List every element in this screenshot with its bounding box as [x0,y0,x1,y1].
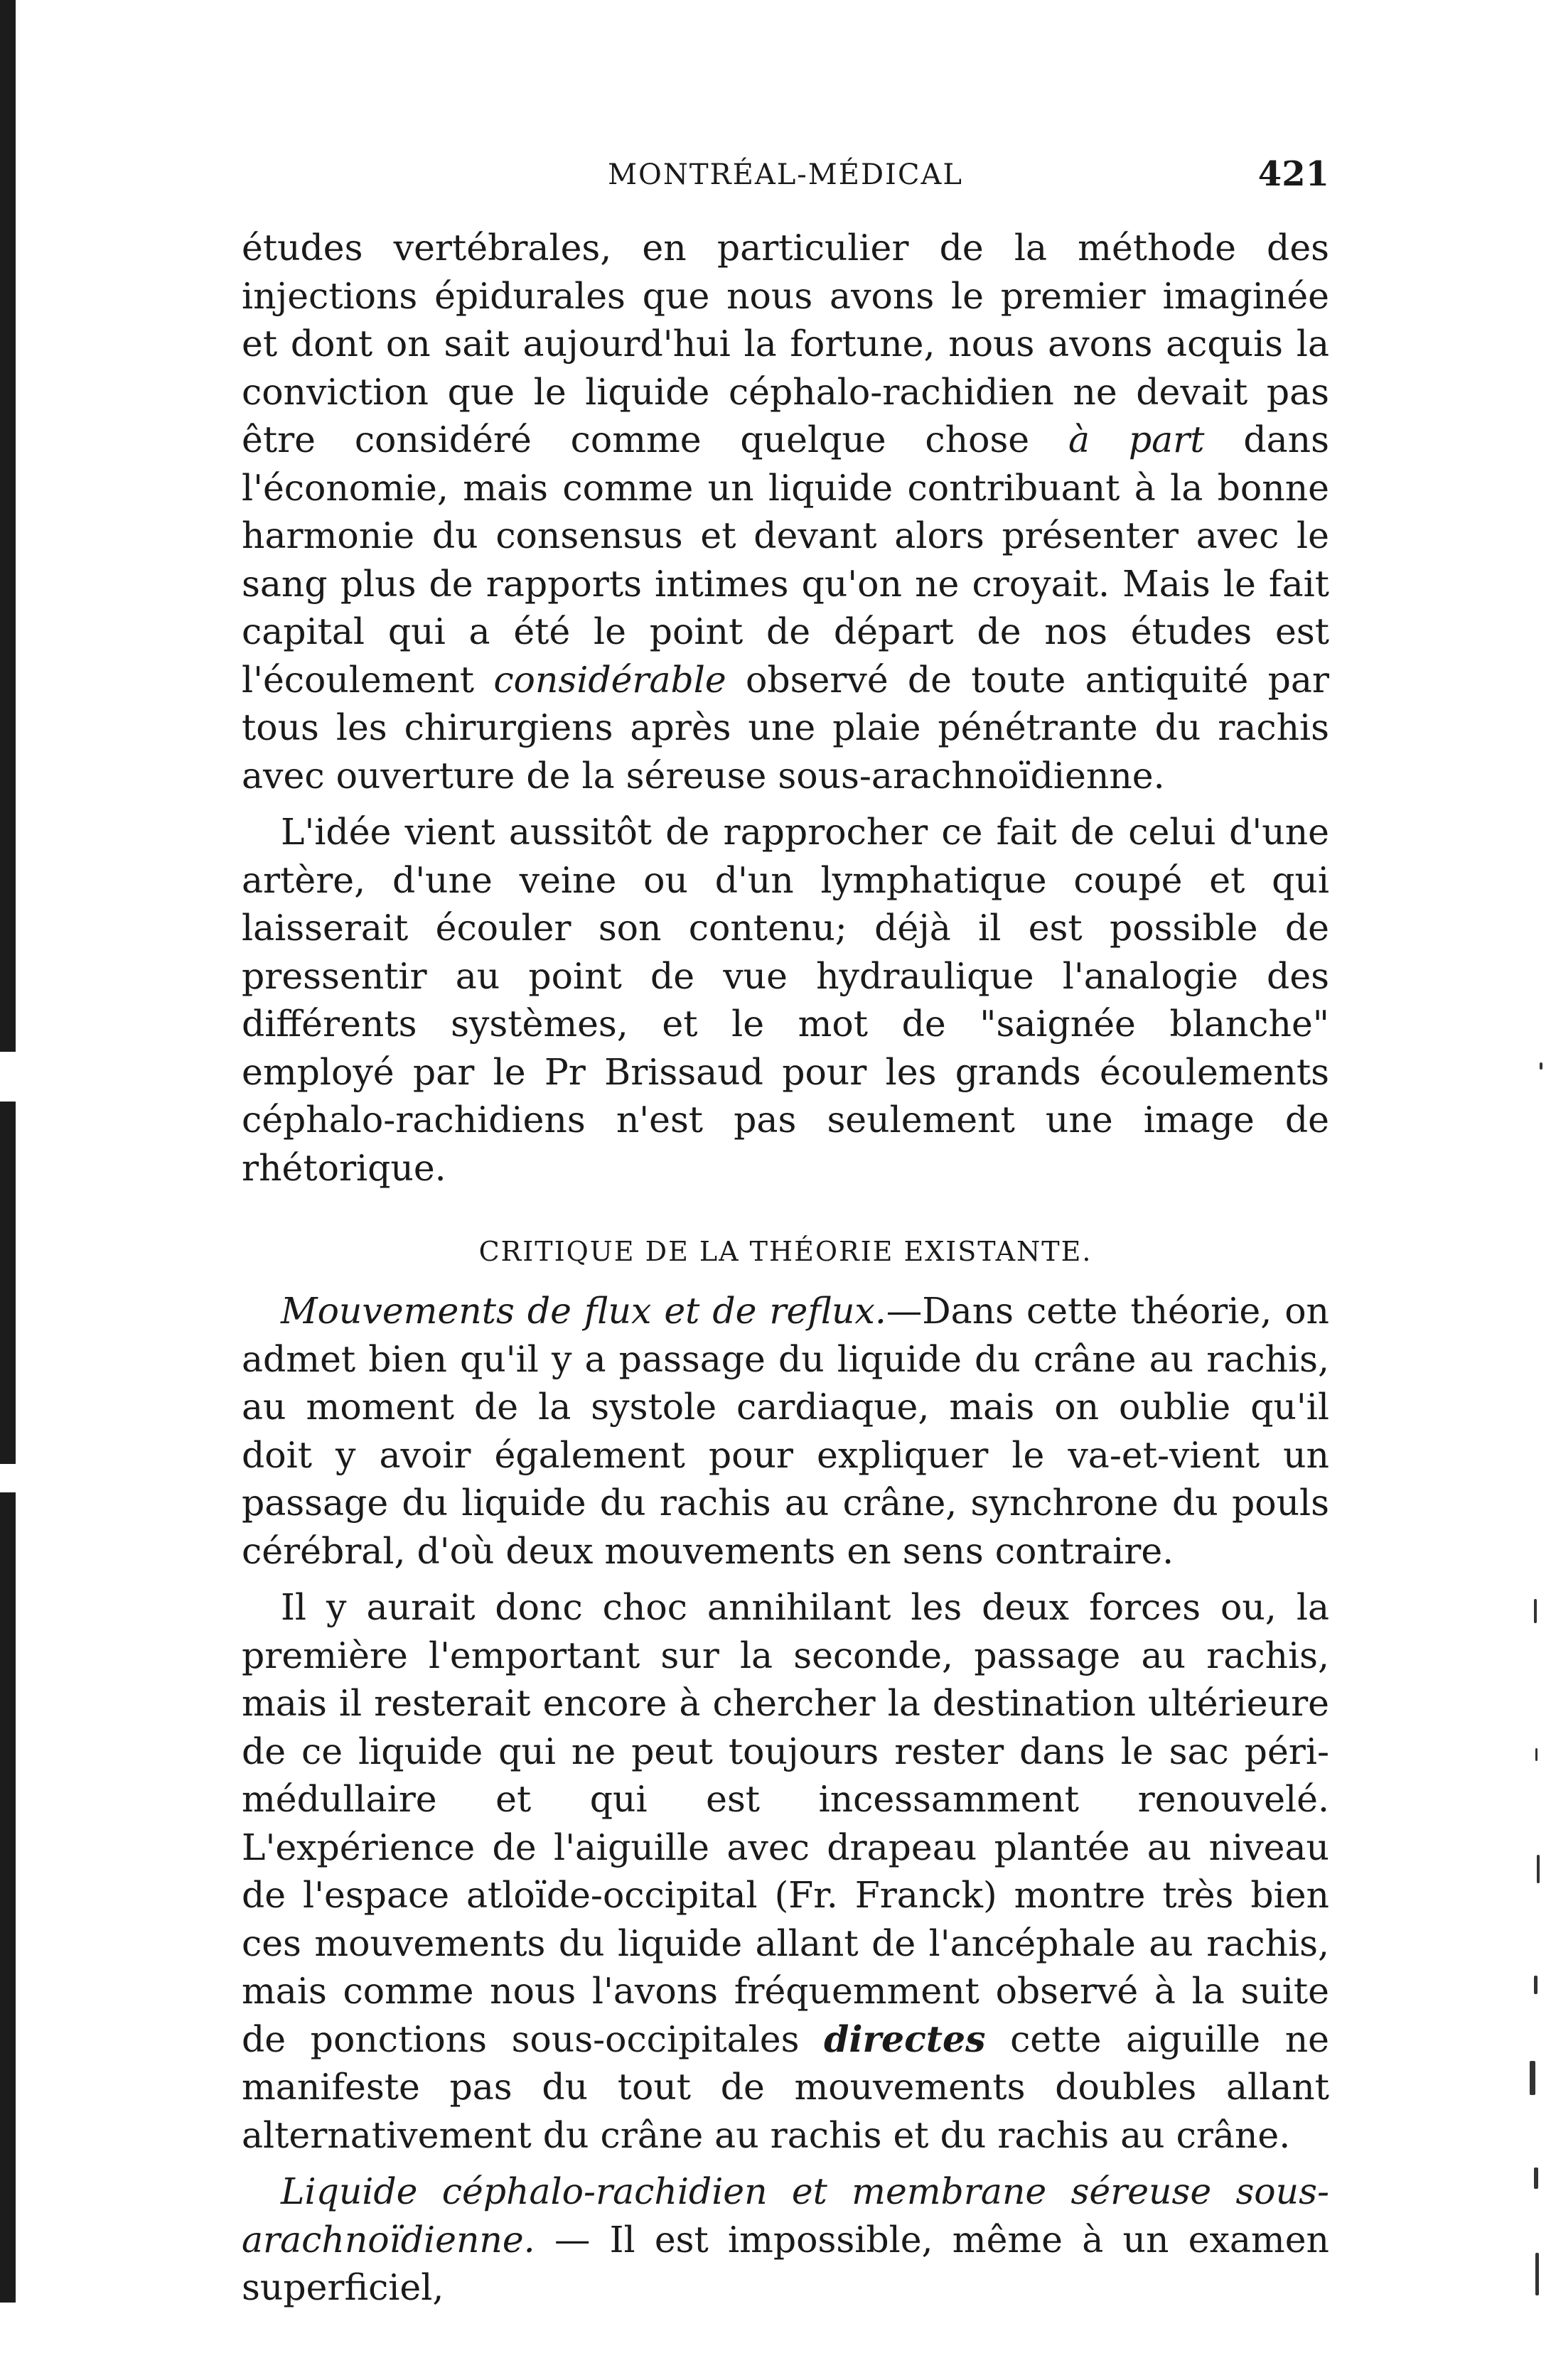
paragraph-5 [242,2168,1329,2312]
page-number: 421 [1257,154,1329,194]
paragraph-3-text: —Dans cette théorie, on admet bien qu'il y a passage du liquide du crâne au rachis, au moment de la systole cardiaque, mais on oublie qu'il doit y avoir également pour expliquer le va-et-vient un passage du liquide du rachis au crâne, synchrone du pouls cérébral, d'où deux mouvements en sens contraire. [242,1290,1329,1572]
running-title: MONTRÉAL-MÉDICAL [608,158,963,191]
scan-edge-gap [0,1464,16,1492]
paragraph-4 [242,1583,1329,2159]
paragraph-2 [242,808,1329,1192]
paragraph-4-text-end: cette aiguille ne manifeste pas du tout de mouvements doubles allant alternativement du crâne au rachis et du rachis au crâne. [242,2018,1329,2156]
scan-speck [1535,1748,1537,1761]
scan-edge-gap [0,2303,16,2380]
scan-speck [1535,2253,1539,2295]
paragraph-1 [242,224,1329,799]
subheading-liquide: Liquide céphalo-rachidien et membrane séreuse sous-arachnoïdienne. [242,2170,1329,2261]
paragraph-1-text-end: observé de toute antiquité par tous les chirurgiens après une plaie pénétrante du rachis avec ouverture de la séreuse sous-arachnoïdienne. [242,658,1329,797]
running-header [242,146,1329,195]
scan-speck [1534,2168,1538,2189]
paragraph-5-text: — Il est impossible, même à un examen superficiel, [242,2218,1329,2308]
emphasis-a-part: à part [1068,419,1205,461]
paragraph-4-text: Il y aurait donc choc annihilant les deux forces ou, la première l'emportant sur la seconde, passage au rachis, mais il resterait encore à chercher la destination ultérieure de ce liquide qui ne peut toujours rester dans le sac péri-médullaire et qui est incessamment renouvelé. L'expérience de l'aiguille avec drapeau plantée au niveau de l'espace atloïde-occipital (Fr. Franck) montre très bien ces mouvements du liquide allant de l'ancéphale au rachis, mais comme nous l'avons fréquemment observé à la suite de ponctions sous-occipitales [242,1586,1329,2060]
scan-speck [1537,1855,1540,1883]
paragraph-2-text: L'idée vient aussitôt de rapprocher ce fait de celui d'une artère, d'une veine ou d'un lymphatique coupé et qui laisserait écouler son contenu; déjà il est possible de pressentir au point de vue hydraulique l'analogie des différents systèmes, et le mot de "saignée blanche" employé par le Pr Brissaud pour les grands écoulements céphalo-rachidiens n'est pas seulement une image de rhétorique. [242,811,1329,1189]
paragraph-3 [242,1287,1329,1575]
scan-speck [1534,1599,1537,1623]
paragraph-1-text-cont: dans l'économie, mais comme un liquide contribuant à la bonne harmonie du consensus et devant alors présenter avec le sang plus de rapports intimes qu'on ne croyait. Mais le fait capital qui a été le point de départ de nos études est l'écoulement [242,419,1329,701]
scan-speck [1540,1062,1542,1070]
scan-binding-edge [0,0,16,2380]
scan-edge-gap [0,1052,16,1102]
paragraph-1-text: études vertébrales, en particulier de la méthode des injections épidurales que nous avons le premier imaginée et dont on sait aujourd'hui la fortune, nous avons acquis la conviction que le liquide céphalo-rachidien ne devait pas être considéré comme quelque chose [242,227,1329,461]
emphasis-considerable: considérable [493,658,726,701]
scan-speck [1534,1976,1537,1994]
emphasis-directes: directes [824,2018,986,2060]
scan-speck [1530,2061,1535,2095]
subheading-mouvements: Mouvements de flux et de reflux. [281,1290,886,1332]
book-page [242,146,1329,2312]
section-heading: CRITIQUE DE LA THÉORIE EXISTANTE. [478,1236,1093,1267]
